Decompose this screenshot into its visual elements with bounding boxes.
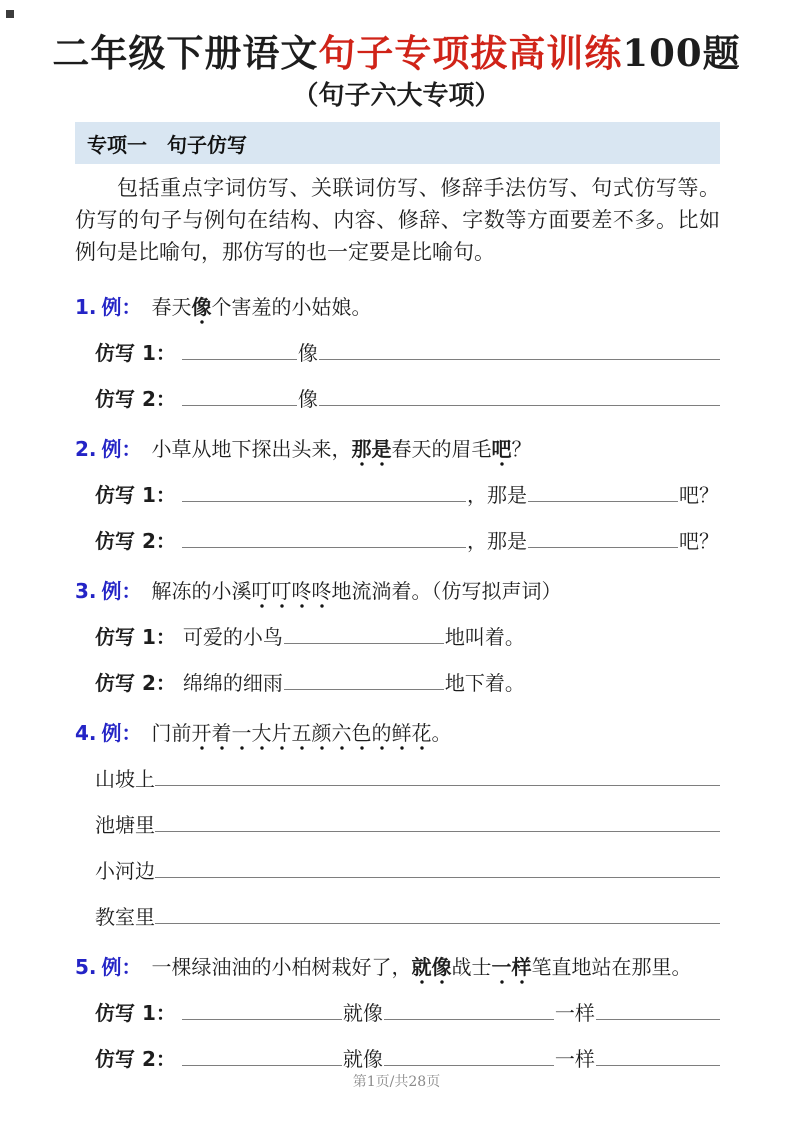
page-title <box>40 32 753 75</box>
page-subtitle: （句子六大专项） <box>292 80 501 111</box>
answer-blank <box>182 1065 342 1066</box>
fill-in-row <box>95 812 720 838</box>
answer-blank <box>155 877 720 878</box>
row-text: 一样 <box>554 1000 595 1025</box>
title-part-black-suffix: 100题 <box>622 31 741 75</box>
answer-blank <box>182 547 466 548</box>
answer-blank <box>319 359 720 360</box>
emphasized-text: 就像 <box>412 955 452 985</box>
emphasized-text: 一样 <box>492 955 532 985</box>
sentence-text: 。 <box>431 720 452 745</box>
row-prefix: 山坡上 <box>95 766 155 791</box>
emphasized-text: 像 <box>192 295 212 325</box>
intro-paragraph: 包括重点字词仿写、关联词仿写、修辞手法仿写、句式仿写等。仿写的句子与例句在结构、内容、修辞、字数等方面要差不多。比如例句是比喻句，那仿写的也一定要是比喻句。 <box>75 175 720 264</box>
fill-in-row <box>95 386 720 412</box>
example-sentence-line <box>75 954 720 980</box>
example-sentence <box>152 955 692 979</box>
fill-in-row <box>95 858 720 884</box>
answer-blank <box>284 689 444 690</box>
fill-in-row <box>95 670 720 696</box>
sentence-text: 个害羞的小姑娘。 <box>211 294 372 319</box>
answer-blank <box>182 359 297 360</box>
answer-blank <box>596 1019 720 1020</box>
scan-artifact-square <box>6 10 14 18</box>
row-prefix: 仿写 2： <box>95 1046 176 1071</box>
row-prefix: 教室里 <box>95 904 155 929</box>
row-prefix: 小河边 <box>95 858 155 883</box>
example-number: 5. <box>75 954 97 979</box>
answer-blank <box>596 1065 720 1066</box>
fill-in-row <box>95 1046 720 1072</box>
example-sentence <box>152 295 372 319</box>
emphasized-text: 吧 <box>492 437 512 467</box>
answer-blank <box>384 1065 554 1066</box>
example-sentence <box>152 579 562 603</box>
emphasized-text: 那是 <box>352 437 392 467</box>
emphasized-text: 叮叮咚咚 <box>252 579 332 609</box>
example-sentence <box>152 721 452 745</box>
row-text: 地叫着。 <box>444 624 525 649</box>
row-text: 吧？ <box>679 482 719 507</box>
fill-in-row <box>95 904 720 930</box>
row-text: 就像 <box>342 1000 383 1025</box>
example-sentence <box>152 437 532 461</box>
sentence-text: 春天 <box>151 294 192 319</box>
example-number: 2. <box>75 436 97 461</box>
fill-in-row <box>95 340 720 366</box>
page-indicator: 第1页/共28页 <box>352 1074 441 1090</box>
row-text: ，那是 <box>467 482 527 507</box>
section-title: 专项一 句子仿写 <box>87 132 247 157</box>
sentence-text: ？ <box>511 436 532 461</box>
row-text: 可爱的小鸟 <box>182 624 283 649</box>
sentence-text: 地流淌着。（仿写拟声词） <box>331 578 562 603</box>
example-number: 1. <box>75 294 97 319</box>
answer-blank <box>155 831 720 832</box>
fill-in-row <box>95 482 720 508</box>
answer-blank <box>155 785 720 786</box>
section-header <box>75 122 720 164</box>
example-sentence-line <box>75 294 720 320</box>
example-label: 例： <box>101 436 142 461</box>
row-prefix: 仿写 1： <box>95 624 176 649</box>
row-text: ，那是 <box>467 528 527 553</box>
fill-in-row <box>95 1000 720 1026</box>
fill-in-row <box>95 528 720 554</box>
example-sentence-line <box>75 578 720 604</box>
row-text: 绵绵的细雨 <box>182 670 283 695</box>
example-2 <box>75 436 720 554</box>
row-text: 一样 <box>554 1046 595 1071</box>
row-text: 地下着。 <box>444 670 525 695</box>
examples-list <box>75 294 720 1072</box>
example-label: 例： <box>101 578 142 603</box>
answer-blank <box>528 501 678 502</box>
fill-in-row <box>95 624 720 650</box>
sentence-text: 解冻的小溪 <box>151 578 252 603</box>
fill-in-row <box>95 766 720 792</box>
answer-blank <box>528 547 678 548</box>
row-text: 就像 <box>342 1046 383 1071</box>
answer-blank <box>182 405 297 406</box>
answer-blank <box>384 1019 554 1020</box>
row-prefix: 仿写 2： <box>95 528 176 553</box>
emphasized-text: 开着一大片五颜六色的鲜花 <box>192 721 432 751</box>
example-label: 例： <box>101 294 142 319</box>
example-3 <box>75 578 720 696</box>
example-1 <box>75 294 720 412</box>
example-sentence-line <box>75 720 720 746</box>
answer-blank <box>155 923 720 924</box>
sentence-text: 小草从地下探出头来， <box>151 436 352 461</box>
sentence-text: 门前 <box>151 720 192 745</box>
sentence-text: 战士 <box>451 954 492 979</box>
sentence-text: 春天的眉毛 <box>391 436 492 461</box>
row-prefix: 仿写 1： <box>95 340 176 365</box>
row-prefix: 仿写 1： <box>95 1000 176 1025</box>
row-prefix: 池塘里 <box>95 812 155 837</box>
title-part-red: 句子专项拔高训练 <box>318 31 623 75</box>
example-number: 3. <box>75 578 97 603</box>
sentence-text: 一棵绿油油的小柏树栽好了， <box>151 954 412 979</box>
row-prefix: 仿写 2： <box>95 386 176 411</box>
example-label: 例： <box>101 954 142 979</box>
answer-blank <box>182 501 466 502</box>
row-text: 吧？ <box>679 528 719 553</box>
answer-blank <box>284 643 444 644</box>
example-number: 4. <box>75 720 97 745</box>
example-sentence-line <box>75 436 720 462</box>
row-text: 像 <box>297 340 318 365</box>
sentence-text: 笔直地站在那里。 <box>531 954 692 979</box>
row-text: 像 <box>297 386 318 411</box>
example-5 <box>75 954 720 1072</box>
answer-blank <box>319 405 720 406</box>
example-label: 例： <box>101 720 142 745</box>
row-prefix: 仿写 1： <box>95 482 176 507</box>
row-prefix: 仿写 2： <box>95 670 176 695</box>
title-part-black-prefix: 二年级下册语文 <box>52 31 319 75</box>
answer-blank <box>182 1019 342 1020</box>
example-4 <box>75 720 720 930</box>
